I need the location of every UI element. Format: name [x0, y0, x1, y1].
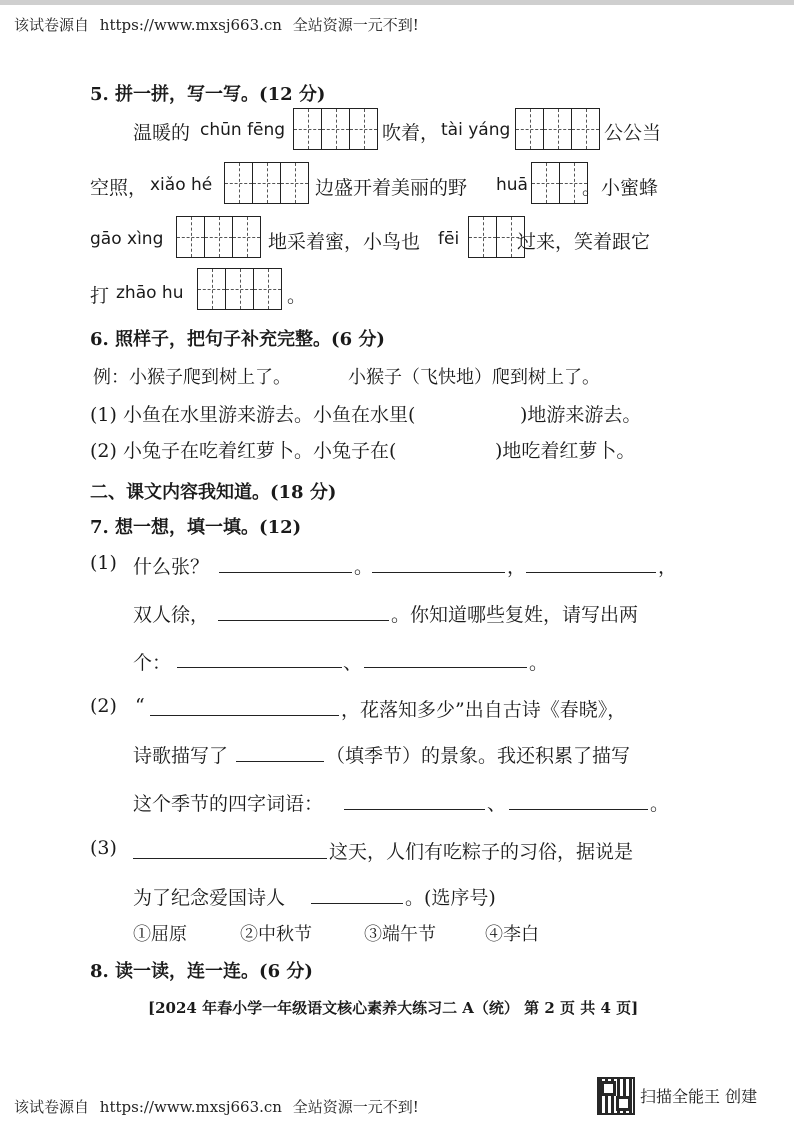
watermark-text: 该试卷源自	[14, 1098, 90, 1116]
qr-code-icon	[597, 1077, 635, 1115]
q7-text: “	[135, 695, 145, 717]
pinyin: fēi	[438, 229, 460, 249]
scanner-label: 扫描全能王 创建	[640, 1087, 758, 1106]
q6-sentence-1: (1) 小鱼在水里游来游去。小鱼在水里(	[90, 404, 416, 426]
top-edge	[0, 0, 794, 5]
q7-text: ，花落知多少”出自古诗《春晓》，	[341, 699, 627, 721]
q7-text: ，	[658, 556, 678, 578]
answer-blank[interactable]	[133, 858, 327, 859]
watermark-slogan: 全站资源一元不到!	[292, 1098, 419, 1116]
q7-text: 、	[343, 652, 363, 674]
watermark-top	[14, 14, 419, 35]
q7-text: 诗歌描写了	[133, 745, 229, 767]
q5-text: 空照，	[90, 177, 148, 199]
pinyin: chūn fēng	[200, 120, 286, 140]
q7-text: 。	[529, 652, 549, 674]
q7-text: ，	[507, 556, 527, 578]
page-footer: [2024 年春小学一年级语文核心素养大练习二 A（统） 第 2 页 共 4 页]	[148, 999, 639, 1017]
pinyin: tài yáng	[441, 120, 511, 140]
q6-title: 6. 照样子，把句子补充完整。(6 分)	[90, 329, 385, 350]
pinyin: zhāo hu	[116, 283, 184, 303]
pinyin: huā	[496, 175, 528, 195]
q6-example: 例：小猴子爬到树上了。	[93, 367, 291, 388]
q7-text: 双人徐，	[133, 604, 210, 626]
answer-blank[interactable]	[509, 809, 648, 810]
pinyin: gāo xìng	[90, 229, 164, 249]
q7-text: 。	[650, 793, 670, 815]
watermark-slogan: 全站资源一元不到!	[292, 16, 419, 34]
answer-blank[interactable]	[526, 572, 656, 573]
q5-text: 吹着，	[382, 122, 440, 144]
section-2-title: 二、课文内容我知道。(18 分)	[90, 482, 337, 503]
watermark-url[interactable]: https://www.mxsj663.cn	[99, 16, 282, 34]
watermark-bottom	[14, 1096, 419, 1117]
pinyin: xiǎo hé	[150, 175, 213, 195]
q7-text: 为了纪念爱国诗人	[133, 887, 286, 909]
q7-text: （填季节）的景象。我还积累了描写	[326, 745, 631, 767]
answer-blank[interactable]	[218, 620, 389, 621]
q7-text: 个：	[133, 652, 172, 674]
answer-blank[interactable]	[364, 667, 527, 668]
q6-sentence-2: (2) 小兔子在吃着红萝卜。小兔子在(	[90, 440, 397, 462]
answer-blank[interactable]	[236, 761, 324, 762]
char-grid[interactable]	[197, 268, 282, 310]
q6-example-answer: 小猴子（飞快地）爬到树上了。	[348, 367, 600, 388]
char-grid[interactable]	[531, 162, 588, 204]
char-grid[interactable]	[293, 108, 378, 150]
option-4: ④李白	[485, 924, 539, 945]
char-grid[interactable]	[224, 162, 309, 204]
answer-blank[interactable]	[311, 903, 403, 904]
q5-text: 公公当	[604, 122, 662, 144]
watermark-text: 该试卷源自	[14, 16, 90, 34]
answer-blank[interactable]	[344, 809, 485, 810]
q7-text: 这天，人们有吃粽子的习俗，据说是	[329, 841, 634, 863]
q5-text: 边盛开着美丽的野	[315, 177, 468, 199]
watermark-url[interactable]: https://www.mxsj663.cn	[99, 1098, 282, 1116]
q5-text: 打	[90, 285, 110, 307]
q5-text: 。小蜜蜂	[582, 177, 659, 199]
char-grid[interactable]	[176, 216, 261, 258]
q6-sentence-2-end: )地吃着红萝卜。	[495, 440, 636, 462]
option-3: ③端午节	[364, 924, 436, 945]
q7-text: 。	[354, 556, 374, 578]
q8-title: 8. 读一读，连一连。(6 分)	[90, 961, 313, 982]
q7-text: 什么张？	[133, 556, 210, 578]
q7-text: 、	[487, 793, 507, 815]
answer-blank[interactable]	[372, 572, 505, 573]
q7-text: 这个季节的四字词语：	[133, 793, 324, 815]
q7-title: 7. 想一想，填一填。(12)	[90, 517, 302, 538]
q7-part-3-label: (3)	[90, 837, 117, 859]
q7-part-2-label: (2)	[90, 695, 117, 717]
answer-blank[interactable]	[177, 667, 342, 668]
q7-text: 。你知道哪些复姓，请写出两	[391, 604, 639, 626]
option-1: ①屈原	[133, 924, 187, 945]
q7-part-1-label: (1)	[90, 552, 117, 574]
q5-text: 地采着蜜，小鸟也	[268, 231, 421, 253]
char-grid[interactable]	[515, 108, 600, 150]
q5-text: 。	[287, 285, 307, 307]
q6-sentence-1-end: )地游来游去。	[520, 404, 642, 426]
q5-text: 过来，笑着跟它	[517, 231, 651, 253]
q7-text: 。(选序号)	[405, 887, 496, 909]
q5-text: 温暖的	[133, 122, 191, 144]
answer-blank[interactable]	[219, 572, 352, 573]
q5-title: 5. 拼一拼，写一写。(12 分)	[90, 84, 326, 105]
option-2: ②中秋节	[240, 924, 312, 945]
answer-blank[interactable]	[150, 715, 339, 716]
